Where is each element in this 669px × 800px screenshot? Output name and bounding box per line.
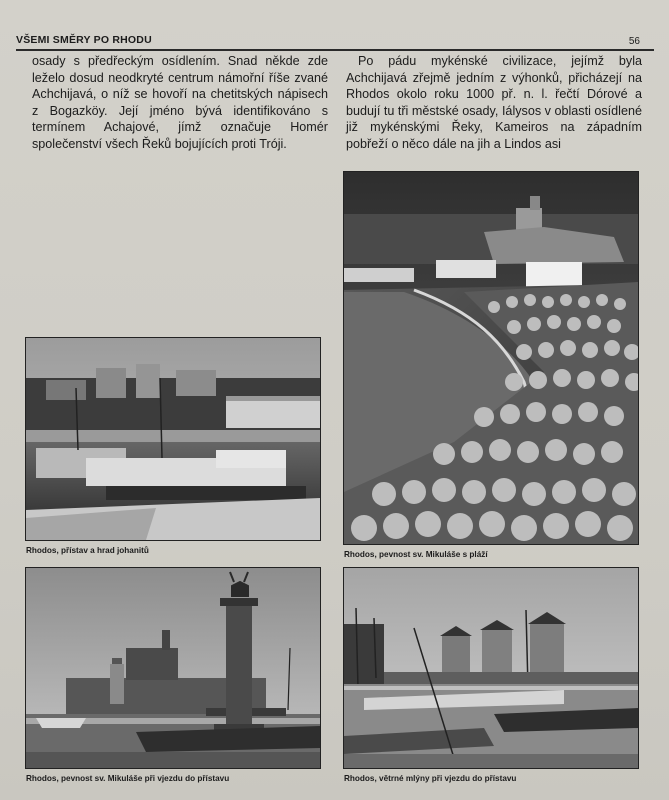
photo-harbour-knights-image — [26, 338, 320, 540]
photo-fortress-entrance — [26, 568, 320, 768]
text-column-right — [346, 53, 642, 153]
photo-windmills — [344, 568, 638, 768]
paragraph-left: osady s předřeckým osídlením. Snad někde zde leželo dosud neodkryté centrum námořní říše zvané Achchijavá, o níž se hovoří na chetitských nápisech z Bogazköy. Její jméno bývá identifikováno s termínem Achajové, jímž označuje Homér společenství všech Řeků bojujících proti Tróji. — [32, 54, 328, 151]
caption-fortress-beach: Rhodos, pevnost sv. Mikuláše s pláží — [344, 550, 488, 559]
photo-fortress-beach — [344, 172, 638, 544]
page-number: 56 — [628, 36, 640, 47]
caption-windmills: Rhodos, větrné mlýny při vjezdu do přístavu — [344, 774, 517, 783]
text-column-left — [32, 53, 328, 153]
photo-harbour-knights — [26, 338, 320, 540]
photo-fortress-entrance-image — [26, 568, 320, 768]
header-rule — [16, 49, 654, 51]
paragraph-right: Po pádu mykénské civilizace, jejímž byla Achchijavá zřejmě jedním z výhonků, přicházejí na Rhodos okolo roku 1000 př. n. l. řečtí Dórové a budují tu tři městské osady, Iálysos v oblasti osídlené již mykénskými Řeky, Kameiros na západním pobřeží o něco dále na jih a Lindos asi — [346, 54, 642, 151]
caption-fortress-entrance: Rhodos, pevnost sv. Mikuláše při vjezdu do přístavu — [26, 774, 230, 783]
photo-windmills-image — [344, 568, 638, 768]
page-header — [16, 30, 654, 50]
caption-harbour-knights: Rhodos, přístav a hrad johanitů — [26, 546, 149, 555]
running-head: VŠEMI SMĚRY PO RHODU — [16, 34, 152, 46]
photo-fortress-beach-image — [344, 172, 638, 544]
